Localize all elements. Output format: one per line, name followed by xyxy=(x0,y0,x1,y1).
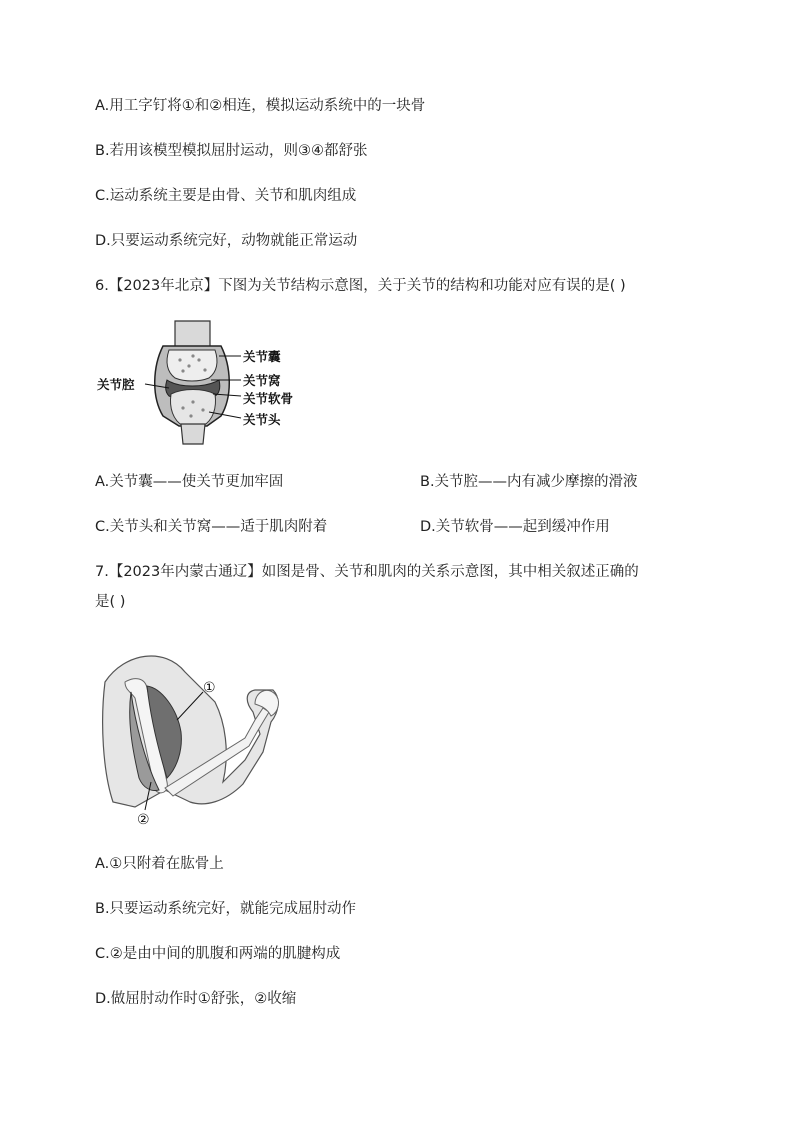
label-muscle-1: ① xyxy=(203,680,216,696)
q7-option-a: A.①只附着在肱骨上 xyxy=(95,856,224,872)
arm-muscle-diagram xyxy=(95,642,285,827)
q5-option-b: B.若用该模型模拟屈肘运动，则③④都舒张 xyxy=(95,143,368,159)
label-head: 关节头 xyxy=(243,412,281,427)
q5-option-a: A.用工字钉将①和②相连，模拟运动系统中的一块骨 xyxy=(95,98,426,114)
q7-stem-line1: 7.【2023年内蒙古通辽】如图是骨、关节和肌肉的关系示意图，其中相关叙述正确的 xyxy=(95,564,639,580)
q7-stem-line2: 是( ) xyxy=(95,594,126,610)
label-capsule: 关节囊 xyxy=(243,349,281,364)
q6-option-a: A.关节囊——使关节更加牢固 xyxy=(95,474,284,490)
q6-stem: 6.【2023年北京】下图为关节结构示意图，关于关节的结构和功能对应有误的是( ) xyxy=(95,278,626,294)
label-cartilage: 关节软骨 xyxy=(243,391,294,406)
label-cavity: 关节腔 xyxy=(97,377,135,392)
q7-option-d: D.做屈肘动作时①舒张，②收缩 xyxy=(95,991,297,1007)
q5-option-c: C.运动系统主要是由骨、关节和肌肉组成 xyxy=(95,188,357,204)
label-socket: 关节窝 xyxy=(243,373,281,388)
q5-option-d: D.只要运动系统完好，动物就能正常运动 xyxy=(95,233,358,249)
label-muscle-2: ② xyxy=(137,812,150,827)
joint-structure-diagram xyxy=(95,316,315,446)
q6-option-c: C.关节头和关节窝——适于肌肉附着 xyxy=(95,519,328,535)
q7-option-c: C.②是由中间的肌腹和两端的肌腱构成 xyxy=(95,946,341,962)
q7-option-b: B.只要运动系统完好，就能完成屈肘动作 xyxy=(95,901,357,917)
q6-option-d: D.关节软骨——起到缓冲作用 xyxy=(420,519,610,535)
q6-option-b: B.关节腔——内有减少摩擦的滑液 xyxy=(420,474,638,490)
